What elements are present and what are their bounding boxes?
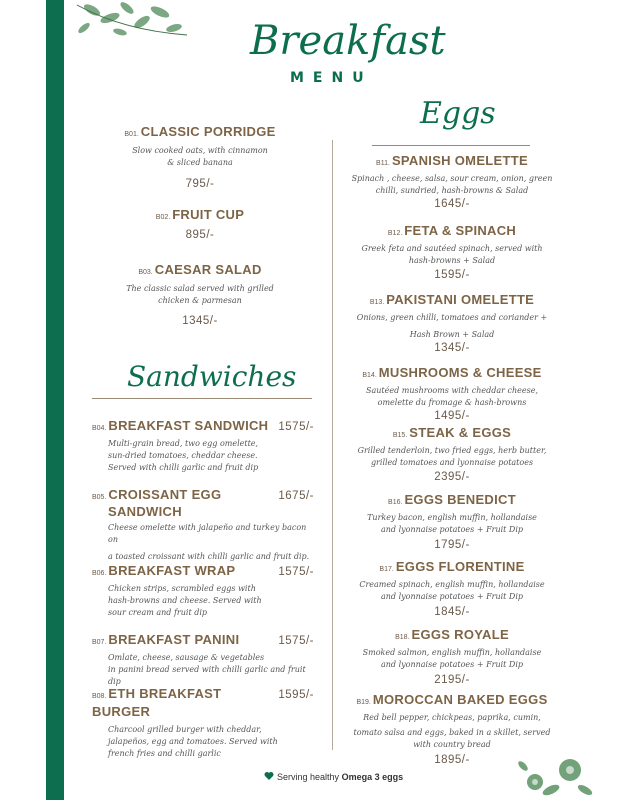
item-code: B02.: [155, 214, 171, 221]
list-item: [92, 486, 314, 563]
item-desc: Multi-grain bread, two egg omelette,: [108, 439, 259, 448]
item-desc: grilled tomatoes and lyonnaise potatoes: [370, 458, 534, 467]
item-name: PAKISTANI OMELETTE: [386, 292, 535, 307]
item-price: 895/-: [185, 229, 215, 241]
item-desc: sour cream and fruit dip: [108, 608, 208, 617]
list-item: [346, 691, 558, 766]
item-desc: jalapeños, egg and tomatoes. Served with: [108, 737, 278, 746]
item-name-line2: SANDWICH: [108, 504, 182, 519]
item-price: 1895/-: [434, 754, 470, 766]
sandwiches-divider: [92, 398, 312, 399]
item-price: 1795/-: [434, 539, 470, 551]
item-desc: Cheese omelette with jalapeño and turkey bacon on: [108, 523, 307, 544]
item-desc: Hash Brown + Salad: [409, 330, 495, 339]
item-price: 1595/-: [278, 689, 314, 701]
item-price: 1495/-: [434, 410, 470, 422]
list-item: [100, 261, 300, 327]
item-price: 1595/-: [434, 269, 470, 281]
item-price: 1345/-: [182, 315, 218, 327]
page-title: Breakfast: [250, 18, 446, 64]
item-name: BREAKFAST WRAP: [108, 563, 236, 578]
item-price: 2395/-: [434, 471, 470, 483]
heart-icon: [264, 771, 274, 781]
item-desc: and lyonnaise potatoes + Fruit Dip: [380, 525, 523, 534]
list-item: [346, 424, 558, 483]
item-price: 2195/-: [434, 674, 470, 686]
item-code: B11.: [376, 160, 390, 167]
item-desc: Turkey bacon, english muffin, hollandaise: [367, 513, 537, 522]
item-code: B14.: [362, 372, 377, 379]
item-name: STEAK & EGGS: [409, 425, 512, 440]
item-code: B12.: [387, 230, 403, 237]
item-desc: Omlate, cheese, sausage & vegetables: [108, 653, 265, 662]
list-item: [92, 417, 314, 474]
item-name: EGGS FLORENTINE: [395, 559, 525, 574]
item-desc: Chicken strips, scrambled eggs with: [108, 584, 256, 593]
item-desc: and lyonnaise potatoes + Fruit Dip: [380, 660, 523, 669]
item-desc: Charcool grilled burger with cheddar,: [108, 725, 262, 734]
item-desc: Grilled tenderloin, two fried eggs, herb butter,: [357, 446, 547, 455]
list-item: [346, 364, 558, 422]
item-name: BREAKFAST SANDWICH: [108, 418, 269, 433]
item-price: 795/-: [185, 178, 215, 190]
item-desc: omelette du fromage & hash-browns: [377, 398, 527, 407]
item-price: 1845/-: [434, 606, 470, 618]
eggs-divider: [372, 145, 530, 146]
green-side-bar: [46, 0, 64, 800]
item-desc: a toasted croissant with chilli garlic and fruit dip.: [108, 552, 310, 561]
item-desc: sun-dried tomatoes, cheddar cheese.: [108, 451, 258, 460]
footer-note: [264, 771, 403, 782]
item-desc: chilli, sundried, hash-browns & Salad: [375, 186, 529, 195]
list-item: [92, 685, 314, 760]
list-item: [100, 123, 300, 190]
item-name: ETH BREAKFAST BURGER: [92, 686, 222, 719]
item-code: B17.: [379, 566, 394, 573]
item-name: CROISSANT EGG: [108, 487, 222, 502]
item-desc: and lyonnaise potatoes + Fruit Dip: [380, 592, 523, 601]
item-name: CLASSIC PORRIDGE: [140, 124, 276, 139]
item-code: B03.: [138, 269, 153, 276]
item-code: B16.: [388, 499, 403, 506]
item-code: B13.: [369, 299, 385, 306]
leaf-decoration-top-icon: [72, 0, 192, 45]
item-name: BREAKFAST PANINI: [108, 632, 240, 647]
item-desc: Creamed spinach, english muffin, hollandaise: [359, 580, 545, 589]
item-price: 1675/-: [278, 490, 314, 502]
item-name: MUSHROOMS & CHEESE: [378, 365, 542, 380]
item-desc: tomato salsa and eggs, baked in a skillet, served: [353, 728, 551, 737]
item-code: B07.: [92, 639, 107, 646]
item-name: MOROCCAN BAKED EGGS: [372, 692, 548, 707]
item-desc: hash-browns and cheese. Served with: [108, 596, 262, 605]
item-desc: Sautéed mushrooms with cheddar cheese,: [366, 386, 538, 395]
item-desc: in panini bread served with chilli garlic and fruit dip: [108, 665, 306, 686]
item-name: EGGS ROYALE: [411, 627, 509, 642]
item-name: EGGS BENEDICT: [404, 492, 516, 507]
item-desc: The classic salad served with grilled: [126, 284, 274, 293]
item-desc: hash-browns + Salad: [408, 256, 496, 265]
item-code: B15.: [392, 432, 408, 439]
item-price: 1575/-: [278, 421, 314, 433]
item-price: 1345/-: [434, 342, 470, 354]
list-item: [346, 291, 558, 354]
item-price: 1575/-: [278, 566, 314, 578]
section-title-sandwiches: Sandwiches: [127, 360, 297, 393]
item-code: B04.: [92, 425, 107, 432]
item-desc: & sliced banana: [167, 158, 233, 167]
footer-text: Serving healthy: [277, 772, 340, 782]
item-desc: Greek feta and sautéed spinach, served with: [361, 244, 543, 253]
item-price: 1645/-: [434, 198, 470, 210]
item-code: B05.: [92, 494, 107, 501]
item-code: B06.: [92, 570, 107, 577]
item-code: B18.: [395, 634, 410, 641]
item-code: B19.: [356, 699, 371, 706]
page-margin: [0, 0, 46, 800]
item-desc: chicken & parmesan: [158, 296, 242, 305]
item-code: B01.: [124, 131, 139, 138]
list-item: [92, 562, 314, 619]
item-desc: Red bell pepper, chickpeas, paprika, cumin,: [363, 713, 541, 722]
list-item: [346, 152, 558, 210]
list-item: [346, 626, 558, 686]
item-name: CAESAR SALAD: [154, 262, 262, 277]
list-item: [346, 491, 558, 551]
item-price: 1575/-: [278, 635, 314, 647]
item-desc: Smoked salmon, english muffin, hollandaise: [362, 648, 542, 657]
item-desc: french fries and chilli garlic: [108, 749, 221, 758]
list-item: [100, 206, 300, 241]
page-subtitle: MENU: [290, 70, 373, 86]
item-desc: with country bread: [413, 740, 491, 749]
item-desc: Onions, green chilli, tomatoes and coriander +: [356, 313, 548, 322]
item-desc: Served with chilli garlic and fruit dip: [108, 463, 259, 472]
column-divider: [332, 140, 333, 750]
list-item: [92, 631, 314, 688]
section-title-eggs: Eggs: [420, 96, 496, 131]
item-name: SPANISH OMELETTE: [391, 153, 528, 168]
footer-bold-text: Omega 3 eggs: [341, 772, 404, 782]
item-name: FRUIT CUP: [172, 207, 245, 222]
item-code: B08.: [92, 693, 107, 700]
list-item: [346, 558, 558, 618]
item-desc: Spinach , cheese, salsa, sour cream, onion, green: [351, 174, 553, 183]
item-desc: Slow cooked oats, with cinnamon: [132, 146, 268, 155]
item-name: FETA & SPINACH: [404, 223, 517, 238]
list-item: [346, 222, 558, 281]
